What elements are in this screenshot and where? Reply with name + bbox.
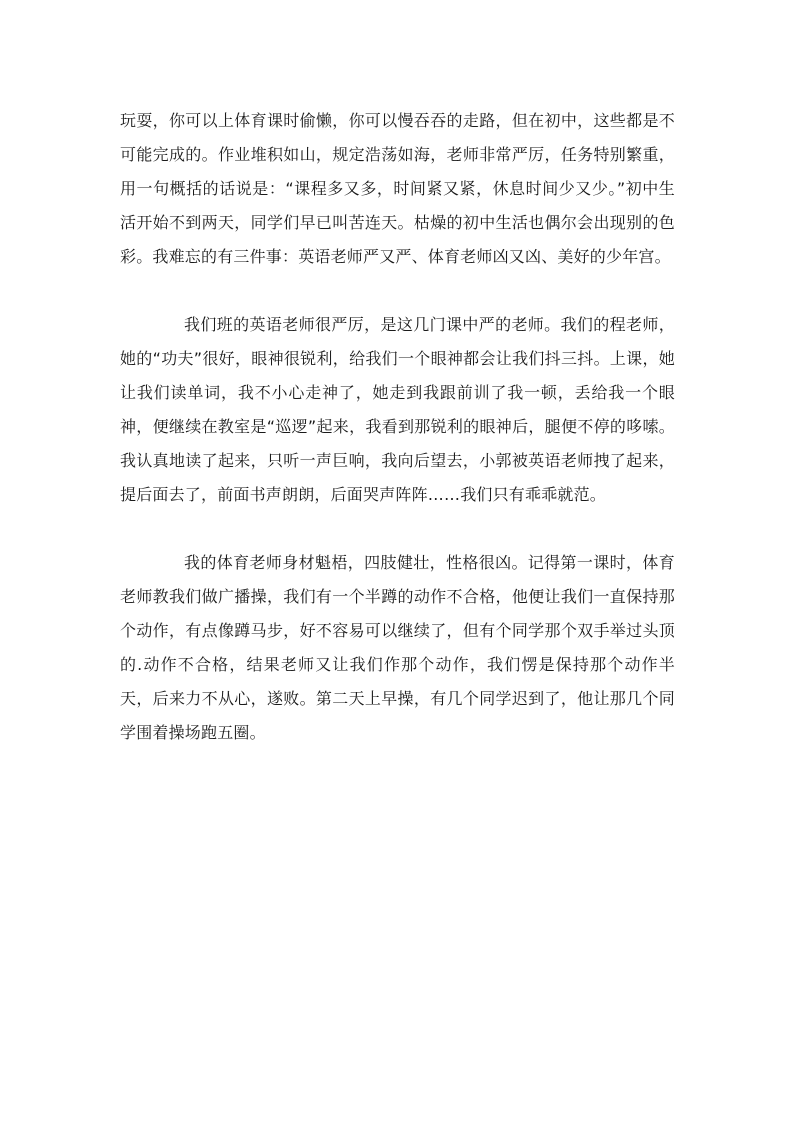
paragraph-1: 玩耍，你可以上体育课时偷懒，你可以慢吞吞的走路，但在初中，这些都是不可能完成的。作业堆积如山，规定浩荡如海，老师非常严厉，任务特别繁重，用一句概括的话说是：“课程多又多，时间紧又紧，休息时间少又少。”初中生活开始不到两天，同学们早已叫苦连天。枯燥的初中生活也偶尔会出现别的色彩。我难忘的有三件事：英语老师严又严、体育老师凶又凶、美好的少年宫。 — [120, 111, 675, 266]
paragraph-3: 我的体育老师身材魁梧，四肢健壮，性格很凶。记得第一课时，体育老师教我们做广播操，我们有一个半蹲的动作不合格，他便让我们一直保持那个动作，有点像蹲马步，好不容易可以继续了，但有个同学那个双手举过头顶的.动作不合格，结果老师又让我们作那个动作，我们愣是保持那个动作半天，后来力不从心，遂败。第二天上早操，有几个同学迟到了，他让那几个同学围着操场跑五圈。 — [120, 553, 675, 742]
document-body — [120, 104, 675, 750]
paragraph-2: 我们班的英语老师很严厉，是这几门课中严的老师。我们的程老师，她的“功夫”很好，眼神很锐利，给我们一个眼神都会让我们抖三抖。上课，她让我们读单词，我不小心走神了，她走到我跟前训了我一顿，丢给我一个眼神，便继续在教室是“巡逻”起来，我看到那锐利的眼神后，腿便不停的哆嗦。我认真地读了起来，只听一声巨响，我向后望去，小郭被英语老师拽了起来，提后面去了，前面书声朗朗，后面哭声阵阵……我们只有乖乖就范。 — [120, 315, 675, 504]
